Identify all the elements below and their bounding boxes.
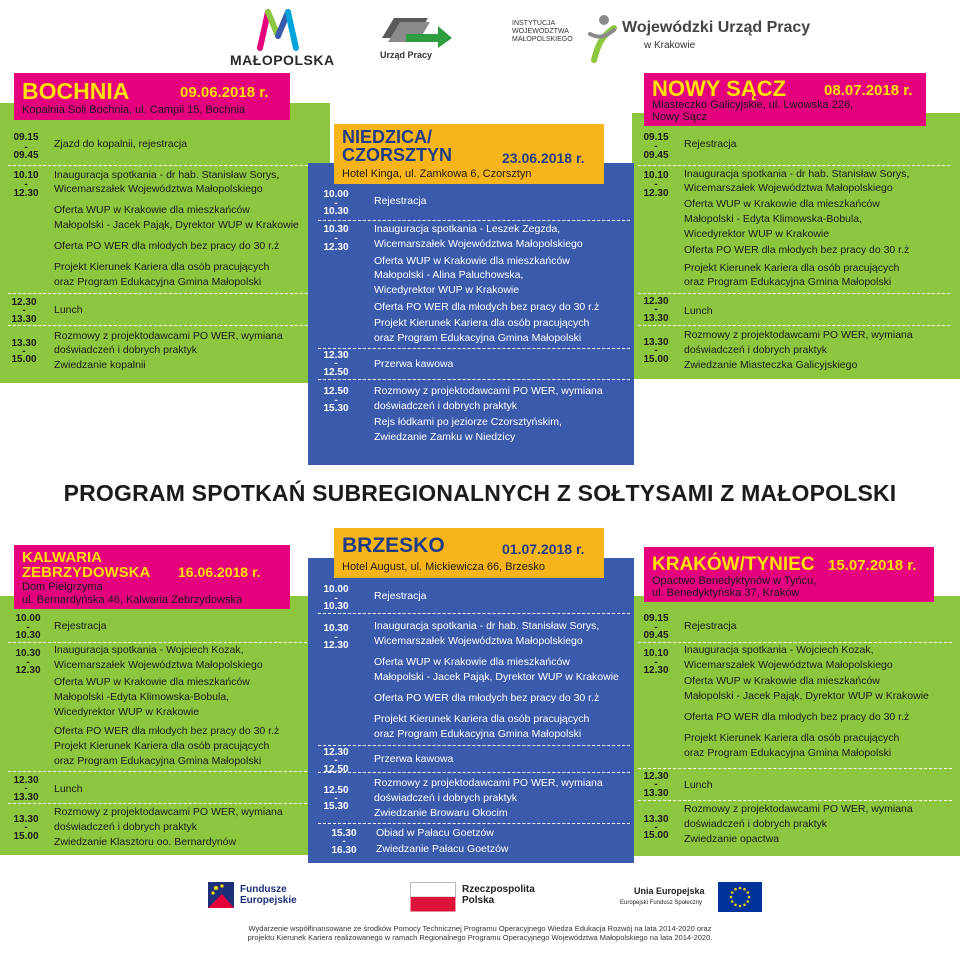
fundusze-label — [240, 884, 297, 906]
time-sep: - — [334, 358, 338, 369]
agenda-item: Wicemarszałek Województwa Małopolskiego — [54, 183, 263, 195]
time-sep: - — [334, 198, 338, 209]
wup-name: Wojewódzki Urząd Pracy — [622, 19, 811, 36]
panel-krakow — [632, 596, 960, 856]
agenda-item: Oferta WUP w Krakowie dla mieszkańców — [374, 656, 570, 668]
agenda-item: Rozmowy z projektodawcami PO WER, wymiana — [374, 385, 603, 397]
wup-city: w Krakowie — [644, 40, 696, 51]
divider — [8, 325, 323, 326]
agenda-item: Rozmowy z projektodawcami PO WER, wymiana — [54, 806, 283, 818]
time-sep: - — [334, 233, 338, 244]
credit-line2: projektu Kierunek Kariera realizowanego w ramach Regionalnego Programu Operacyjnego Województwa Małopolskiego na lata 2014-2020. — [247, 933, 713, 942]
time-start: 09.15 — [13, 132, 39, 143]
agenda-item: Oferta PO WER dla młodych bez pracy do 30 r.ż — [374, 692, 600, 704]
agenda-item: Zwiedzanie Klasztoru oo. Bernardynów — [54, 836, 237, 848]
agenda-item: Zwiedzanie opactwa — [684, 833, 780, 845]
agenda-item: oraz Program Edukacyjna Gmina Małopolski — [374, 332, 582, 344]
footer — [0, 870, 960, 953]
rzeczpospolita-label — [462, 884, 535, 906]
agenda-item: Oferta PO WER dla młodych bez pracy do 30 r.ż — [684, 244, 910, 256]
agenda-item: Projekt Kierunek Kariera dla osób pracujących — [374, 317, 590, 329]
agenda-item: Inauguracja spotkania - dr hab. Stanisław Sorys, — [374, 620, 600, 632]
panel-niedzica — [308, 163, 634, 465]
divider — [318, 745, 630, 746]
malopolska-logo-text: MAŁOPOLSKA — [230, 52, 335, 68]
agenda-item: Wicemarszałek Województwa Małopolskiego — [374, 635, 583, 647]
time-end: 10.30 — [323, 206, 349, 217]
divider — [8, 803, 322, 804]
agenda-item: Małopolski - Jacek Pająk, Dyrektor WUP w Krakowie — [54, 219, 299, 231]
venue-address: ul. Bernardyńska 46, Kalwaria Zebrzydowska — [22, 594, 243, 606]
divider — [638, 165, 950, 166]
agenda-item: Oferta WUP w Krakowie dla mieszkańców — [54, 204, 250, 216]
panel-bochnia — [0, 103, 330, 383]
time-sep: - — [654, 141, 658, 152]
malopolska-m-icon — [230, 8, 330, 52]
venue-address: Hotel August, ul. Mickiewicza 66, Brzesko — [342, 561, 545, 573]
agenda-item: oraz Program Edukacyjna Gmina Małopolski — [54, 755, 262, 767]
time-start: 10.30 — [323, 224, 349, 235]
unia-europejska-label: Unia Europejska — [634, 886, 705, 896]
time-start: 10.10 — [13, 170, 39, 181]
eu-flag-icon — [718, 882, 762, 912]
fundusze-europejskie-icon — [206, 880, 236, 910]
time-end: 12.50 — [323, 764, 349, 775]
city-name-line2: CZORSZTYN — [342, 145, 452, 165]
time-end: 09.45 — [643, 630, 669, 641]
polish-flag-icon — [410, 882, 456, 912]
time-start: 12.30 — [11, 297, 37, 308]
time-end: 15.00 — [643, 354, 669, 365]
time-end: 12.30 — [643, 665, 669, 676]
agenda-item: oraz Program Edukacyjna Gmina Małopolski — [374, 728, 582, 740]
funding-credit — [180, 924, 780, 942]
fundusze-line2: Europejskie — [240, 895, 297, 906]
header-krakow — [644, 547, 934, 602]
agenda-item: Rozmowy z projektodawcami PO WER, wymiana — [684, 803, 913, 815]
agenda-item: Oferta PO WER dla młodych bez pracy do 30 r.ż — [54, 725, 280, 737]
time-sep: - — [24, 142, 28, 153]
agenda-item: Małopolski - Jacek Pająk, Dyrektor WUP w Krakowie — [684, 690, 929, 702]
agenda-item: Inauguracja spotkania - Leszek Zegzda, — [374, 223, 561, 235]
time-end: 15.30 — [323, 403, 349, 414]
time-start: 12.30 — [323, 350, 349, 361]
time-end: 13.30 — [643, 788, 669, 799]
venue-address: Hotel Kinga, ul. Zamkowa 6, Czorsztyn — [342, 168, 532, 180]
agenda-item: Wicedyrektor WUP w Krakowie — [374, 284, 520, 296]
meeting-date: 15.07.2018 r. — [828, 557, 917, 574]
city-name-line2: ZEBRZYDOWSKA — [22, 564, 151, 581]
wup-logo — [512, 14, 832, 64]
meeting-date: 23.06.2018 r. — [502, 150, 585, 166]
time-end: 12.50 — [323, 367, 349, 378]
time-end: 09.45 — [643, 150, 669, 161]
city-name-line1: NIEDZICA/ — [342, 127, 432, 147]
agenda-item: Projekt Kierunek Kariera dla osób pracujących — [684, 262, 900, 274]
time-start: 10.00 — [323, 189, 349, 200]
agenda-item: Lunch — [54, 783, 83, 795]
city-name: BOCHNIA — [22, 78, 130, 104]
time-start: 10.10 — [643, 648, 669, 659]
agenda-item: Projekt Kierunek Kariera dla osób pracujących — [374, 713, 590, 725]
agenda-item: oraz Program Edukacyjna Gmina Małopolski — [54, 276, 262, 288]
agenda-item: Zwiedzanie Pałacu Goetzów — [376, 843, 509, 855]
agenda-item: Rejestracja — [374, 590, 427, 602]
agenda-item: oraz Program Edukacyjna Gmina Małopolski — [684, 747, 892, 759]
divider — [638, 325, 950, 326]
agenda-item: Rozmowy z projektodawcami PO WER, wymiana — [684, 329, 913, 341]
agenda-item: Wicemarszałek Województwa Małopolskiego — [54, 659, 263, 671]
agenda-item: Projekt Kierunek Kariera dla osób pracujących — [684, 732, 900, 744]
city-name: KRAKÓW/TYNIEC — [652, 554, 815, 575]
agenda-item: Wicedyrektor WUP w Krakowie — [54, 706, 200, 718]
time-end: 10.30 — [15, 630, 41, 641]
agenda-item: doświadczeń i dobrych praktyk — [54, 344, 197, 356]
city-name: NOWY SĄCZ — [652, 76, 787, 101]
divider — [318, 220, 630, 221]
time-start: 12.30 — [643, 296, 669, 307]
agenda-item: doświadczeń i dobrych praktyk — [374, 792, 517, 804]
divider — [318, 823, 630, 824]
panel-nowy-sacz — [632, 113, 960, 379]
agenda-item: Rozmowy z projektodawcami PO WER, wymiana — [54, 330, 283, 342]
agenda-item: doświadczeń i dobrych praktyk — [684, 344, 827, 356]
agenda-item: Oferta WUP w Krakowie dla mieszkańców — [374, 255, 570, 267]
time-sep: - — [342, 836, 346, 847]
agenda-item: Inauguracja spotkania - dr hab. Stanisław Sorys, — [684, 168, 910, 180]
time-sep: - — [334, 395, 338, 406]
time-start: 12.50 — [323, 386, 349, 397]
agenda-item: Projekt Kierunek Kariera dla osób pracujących — [54, 261, 270, 273]
time-sep: - — [654, 304, 658, 315]
time-sep: - — [22, 305, 26, 316]
divider — [638, 293, 950, 294]
panel-kalwaria — [0, 596, 330, 855]
divider — [318, 772, 630, 773]
time-end: 10.30 — [323, 601, 349, 612]
time-start: 10.30 — [323, 623, 349, 634]
agenda-item: Małopolski - Alina Paluchowska, — [374, 269, 524, 281]
agenda-item: Oferta PO WER dla młodych bez pracy do 30 r.ż — [684, 711, 910, 723]
agenda-item: Rejestracja — [684, 138, 737, 150]
venue-address: Kopalnia Soli Bochnia, ul. Campii 15, Bochnia — [22, 104, 246, 116]
time-sep: - — [654, 779, 658, 790]
institution-text: INSTYTUCJA WOJEWÓDZTWA MAŁOPOLSKIEGO — [512, 20, 573, 43]
agenda-item: Rejs łódkami po jeziorze Czorsztyńskim, — [374, 416, 562, 428]
time-end: 12.30 — [13, 188, 39, 199]
time-end: 15.30 — [323, 801, 349, 812]
time-end: 16.30 — [331, 845, 357, 856]
time-sep: - — [654, 179, 658, 190]
time-sep: - — [24, 783, 28, 794]
agenda-item: Inauguracja spotkania - dr hab. Stanisław Sorys, — [54, 169, 280, 181]
time-sep: - — [334, 593, 338, 604]
time-start: 13.30 — [643, 814, 669, 825]
time-sep: - — [26, 622, 30, 633]
time-sep: - — [654, 345, 658, 356]
urzad-pracy-logo-text: Urząd Pracy — [380, 50, 433, 60]
divider — [8, 771, 322, 772]
efs-label: Europejski Fundusz Społeczny — [620, 900, 703, 906]
agenda-item: Wicedyrektor WUP w Krakowie — [684, 228, 830, 240]
time-start: 15.30 — [331, 828, 357, 839]
urzad-pracy-logo — [378, 12, 458, 62]
logo-bar — [0, 0, 960, 72]
page-title: PROGRAM SPOTKAŃ SUBREGIONALNYCH Z SOŁTYSAMI Z MAŁOPOLSKI — [63, 480, 897, 506]
rzeczpospolita-line1: Rzeczpospolita — [462, 884, 535, 895]
agenda-item: Inauguracja spotkania - Wojciech Kozak, — [54, 644, 244, 656]
time-end: 13.30 — [13, 792, 39, 803]
time-end: 15.00 — [13, 831, 39, 842]
agenda-item: Lunch — [54, 304, 83, 316]
agenda-item: Wicemarszałek Województwa Małopolskiego — [684, 659, 893, 671]
malopolska-logo — [230, 8, 335, 68]
divider — [638, 768, 952, 769]
venue-address: Opactwo Benedyktynów w Tyńcu, — [652, 575, 817, 587]
venue-address: Miasteczko Galicyjskie, ul. Lwowska 226, — [652, 99, 854, 111]
divider — [8, 293, 323, 294]
time-start: 13.30 — [11, 338, 37, 349]
time-end: 12.30 — [643, 188, 669, 199]
rzeczpospolita-line2: Polska — [462, 895, 495, 906]
agenda-item: Zwiedzanie Miasteczka Galicyjskiego — [684, 359, 858, 371]
time-end: 12.30 — [15, 665, 41, 676]
meeting-date: 08.07.2018 r. — [824, 82, 913, 99]
venue-address: Dom Pielgrzyma — [22, 581, 103, 593]
agenda-item: doświadczeń i dobrych praktyk — [54, 821, 197, 833]
meeting-date: 09.06.2018 r. — [180, 84, 269, 101]
time-start: 12.30 — [323, 747, 349, 758]
agenda-item: Wicemarszałek Województwa Małopolskiego — [684, 182, 893, 194]
time-sep: - — [654, 657, 658, 668]
venue-address: Nowy Sącz — [652, 111, 708, 123]
agenda-item: Małopolski -Edyta Klimowska-Bobula, — [54, 691, 230, 703]
time-start: 09.15 — [643, 613, 669, 624]
agenda-item: Projekt Kierunek Kariera dla osób pracujących — [54, 740, 270, 752]
agenda-item: Małopolski - Edyta Klimowska-Bobula, — [684, 213, 862, 225]
agenda-item: Rejestracja — [54, 620, 107, 632]
meeting-date: 01.07.2018 r. — [502, 541, 585, 557]
fundusze-line1: Fundusze — [240, 884, 287, 895]
time-end: 09.45 — [13, 150, 39, 161]
time-sep: - — [654, 622, 658, 633]
agenda-item: doświadczeń i dobrych praktyk — [684, 818, 827, 830]
wup-figure-icon — [584, 14, 620, 64]
venue-address: ul. Benedyktyńska 37, Kraków — [652, 587, 800, 599]
agenda-item: Inauguracja spotkania - Wojciech Kozak, — [684, 644, 874, 656]
divider — [318, 613, 630, 614]
time-sep: - — [654, 822, 658, 833]
agenda-item: Oferta WUP w Krakowie dla mieszkańców — [54, 676, 250, 688]
header-brzesko — [334, 528, 604, 578]
agenda-item: Oferta PO WER dla młodych bez pracy do 30 r.ż — [374, 301, 600, 313]
time-start: 10.00 — [15, 613, 41, 624]
urzad-pracy-arrow-icon — [378, 12, 458, 48]
time-start: 13.30 — [643, 337, 669, 348]
time-sep: - — [24, 822, 28, 833]
agenda-item: Lunch — [684, 305, 713, 317]
time-start: 12.30 — [13, 775, 39, 786]
time-end: 12.30 — [323, 242, 349, 253]
agenda-item: Oferta WUP w Krakowie dla mieszkańców — [684, 198, 880, 210]
time-sep: - — [334, 755, 338, 766]
header-kalwaria — [14, 545, 290, 609]
divider — [318, 348, 630, 349]
agenda-item: oraz Program Edukacyjna Gmina Małopolski — [684, 276, 892, 288]
agenda-item: Przerwa kawowa — [374, 358, 454, 370]
time-end: 15.00 — [643, 830, 669, 841]
time-end: 13.30 — [11, 314, 37, 325]
time-sep: - — [334, 793, 338, 804]
time-start: 13.30 — [13, 814, 39, 825]
time-start: 10.00 — [323, 584, 349, 595]
agenda-item: Obiad w Pałacu Goetzów — [376, 827, 494, 839]
agenda-item: Zjazd do kopalnii, rejestracja — [54, 138, 188, 150]
agenda-item: Rozmowy z projektodawcami PO WER, wymiana — [374, 777, 603, 789]
divider — [8, 165, 323, 166]
time-end: 15.00 — [11, 354, 37, 365]
divider — [638, 800, 952, 801]
divider — [318, 379, 630, 380]
city-name-line1: KALWARIA — [22, 549, 102, 566]
agenda-item: Oferta WUP w Krakowie dla mieszkańców — [684, 675, 880, 687]
agenda-item: Zwiedzanie Zamku w Niedzicy — [374, 431, 516, 443]
agenda-item: Rejestracja — [684, 620, 737, 632]
time-start: 12.50 — [323, 785, 349, 796]
header-niedzica — [334, 124, 604, 184]
time-sep: - — [26, 657, 30, 668]
header-bochnia — [14, 73, 290, 120]
city-name: BRZESKO — [342, 534, 445, 557]
meeting-date: 16.06.2018 r. — [178, 564, 261, 580]
time-start: 10.30 — [15, 648, 41, 659]
agenda-item: Rejestracja — [374, 195, 427, 207]
agenda-item: Lunch — [684, 779, 713, 791]
agenda-item: Małopolski - Jacek Pająk, Dyrektor WUP w Krakowie — [374, 671, 619, 683]
agenda-item: Przerwa kawowa — [374, 753, 454, 765]
time-start: 12.30 — [643, 771, 669, 782]
time-start: 10.10 — [643, 170, 669, 181]
time-sep: - — [334, 632, 338, 643]
panel-brzesko — [308, 558, 634, 863]
agenda-item: Zwiedzanie kopalnii — [54, 359, 146, 371]
time-start: 09.15 — [643, 132, 669, 143]
time-sep: - — [24, 179, 28, 190]
header-nowy-sacz — [644, 73, 926, 126]
agenda-item: Zwiedzanie Browaru Okocim — [374, 807, 508, 819]
time-sep: - — [22, 346, 26, 357]
time-end: 13.30 — [643, 313, 669, 324]
agenda-item: Wicemarszałek Województwa Małopolskiego — [374, 238, 583, 250]
credit-line1: Wydarzenie współfinansowane ze środków Pomocy Technicznej Programu Operacyjnego Wiedza Edukacja Rozwój na lata 2014-2020 oraz — [248, 924, 712, 933]
time-end: 12.30 — [323, 640, 349, 651]
agenda-item: Oferta PO WER dla młodych bez pracy do 30 r.ż — [54, 240, 280, 252]
agenda-item: doświadczeń i dobrych praktyk — [374, 400, 517, 412]
